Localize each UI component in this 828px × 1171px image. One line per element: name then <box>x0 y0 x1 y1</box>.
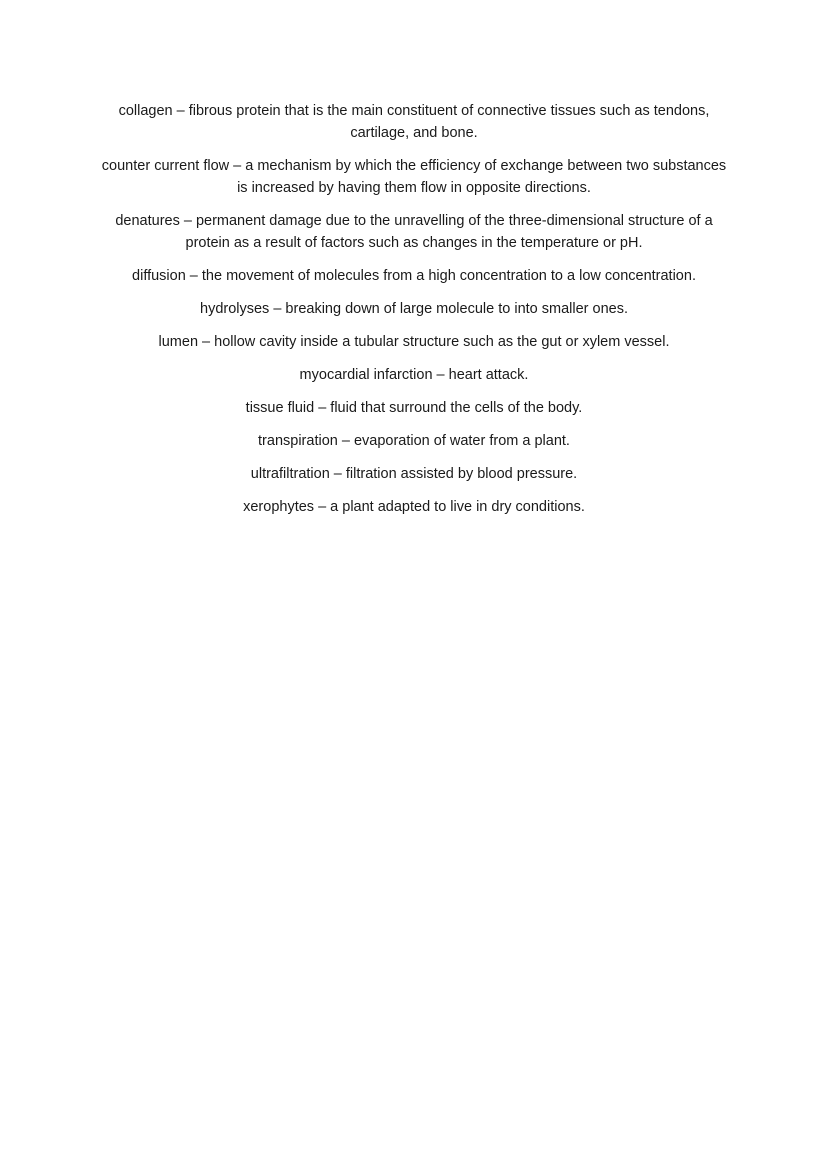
glossary-entry-transpiration: transpiration – evaporation of water from a plant. <box>258 433 570 449</box>
glossary-entry-myocardial-infarction: myocardial infarction – heart attack. <box>299 367 529 383</box>
glossary-entry-denatures: denatures – permanent damage due to the unravelling of the three-dimensional structure of a protein as a result of factors such as changes in the temperature or pH. <box>115 213 713 251</box>
glossary-entry-collagen: collagen – fibrous protein that is the main constituent of connective tissues such as tendons, cartilage, and bone. <box>118 103 710 141</box>
glossary-entry-hydrolyses: hydrolyses – breaking down of large molecule to into smaller ones. <box>200 301 628 317</box>
glossary-entry-lumen: lumen – hollow cavity inside a tubular structure such as the gut or xylem vessel. <box>158 334 670 350</box>
glossary-list <box>96 100 732 529</box>
glossary-entry-xerophytes: xerophytes – a plant adapted to live in dry conditions. <box>243 499 585 515</box>
glossary-entry-counter-current-flow: counter current flow – a mechanism by which the efficiency of exchange between two substances is increased by having them flow in opposite directions. <box>101 158 727 196</box>
glossary-entry-ultrafiltration: ultrafiltration – filtration assisted by blood pressure. <box>250 466 578 482</box>
glossary-entry-diffusion: diffusion – the movement of molecules from a high concentration to a low concentration. <box>132 268 696 284</box>
glossary-entry-tissue-fluid: tissue fluid – fluid that surround the cells of the body. <box>245 400 583 416</box>
